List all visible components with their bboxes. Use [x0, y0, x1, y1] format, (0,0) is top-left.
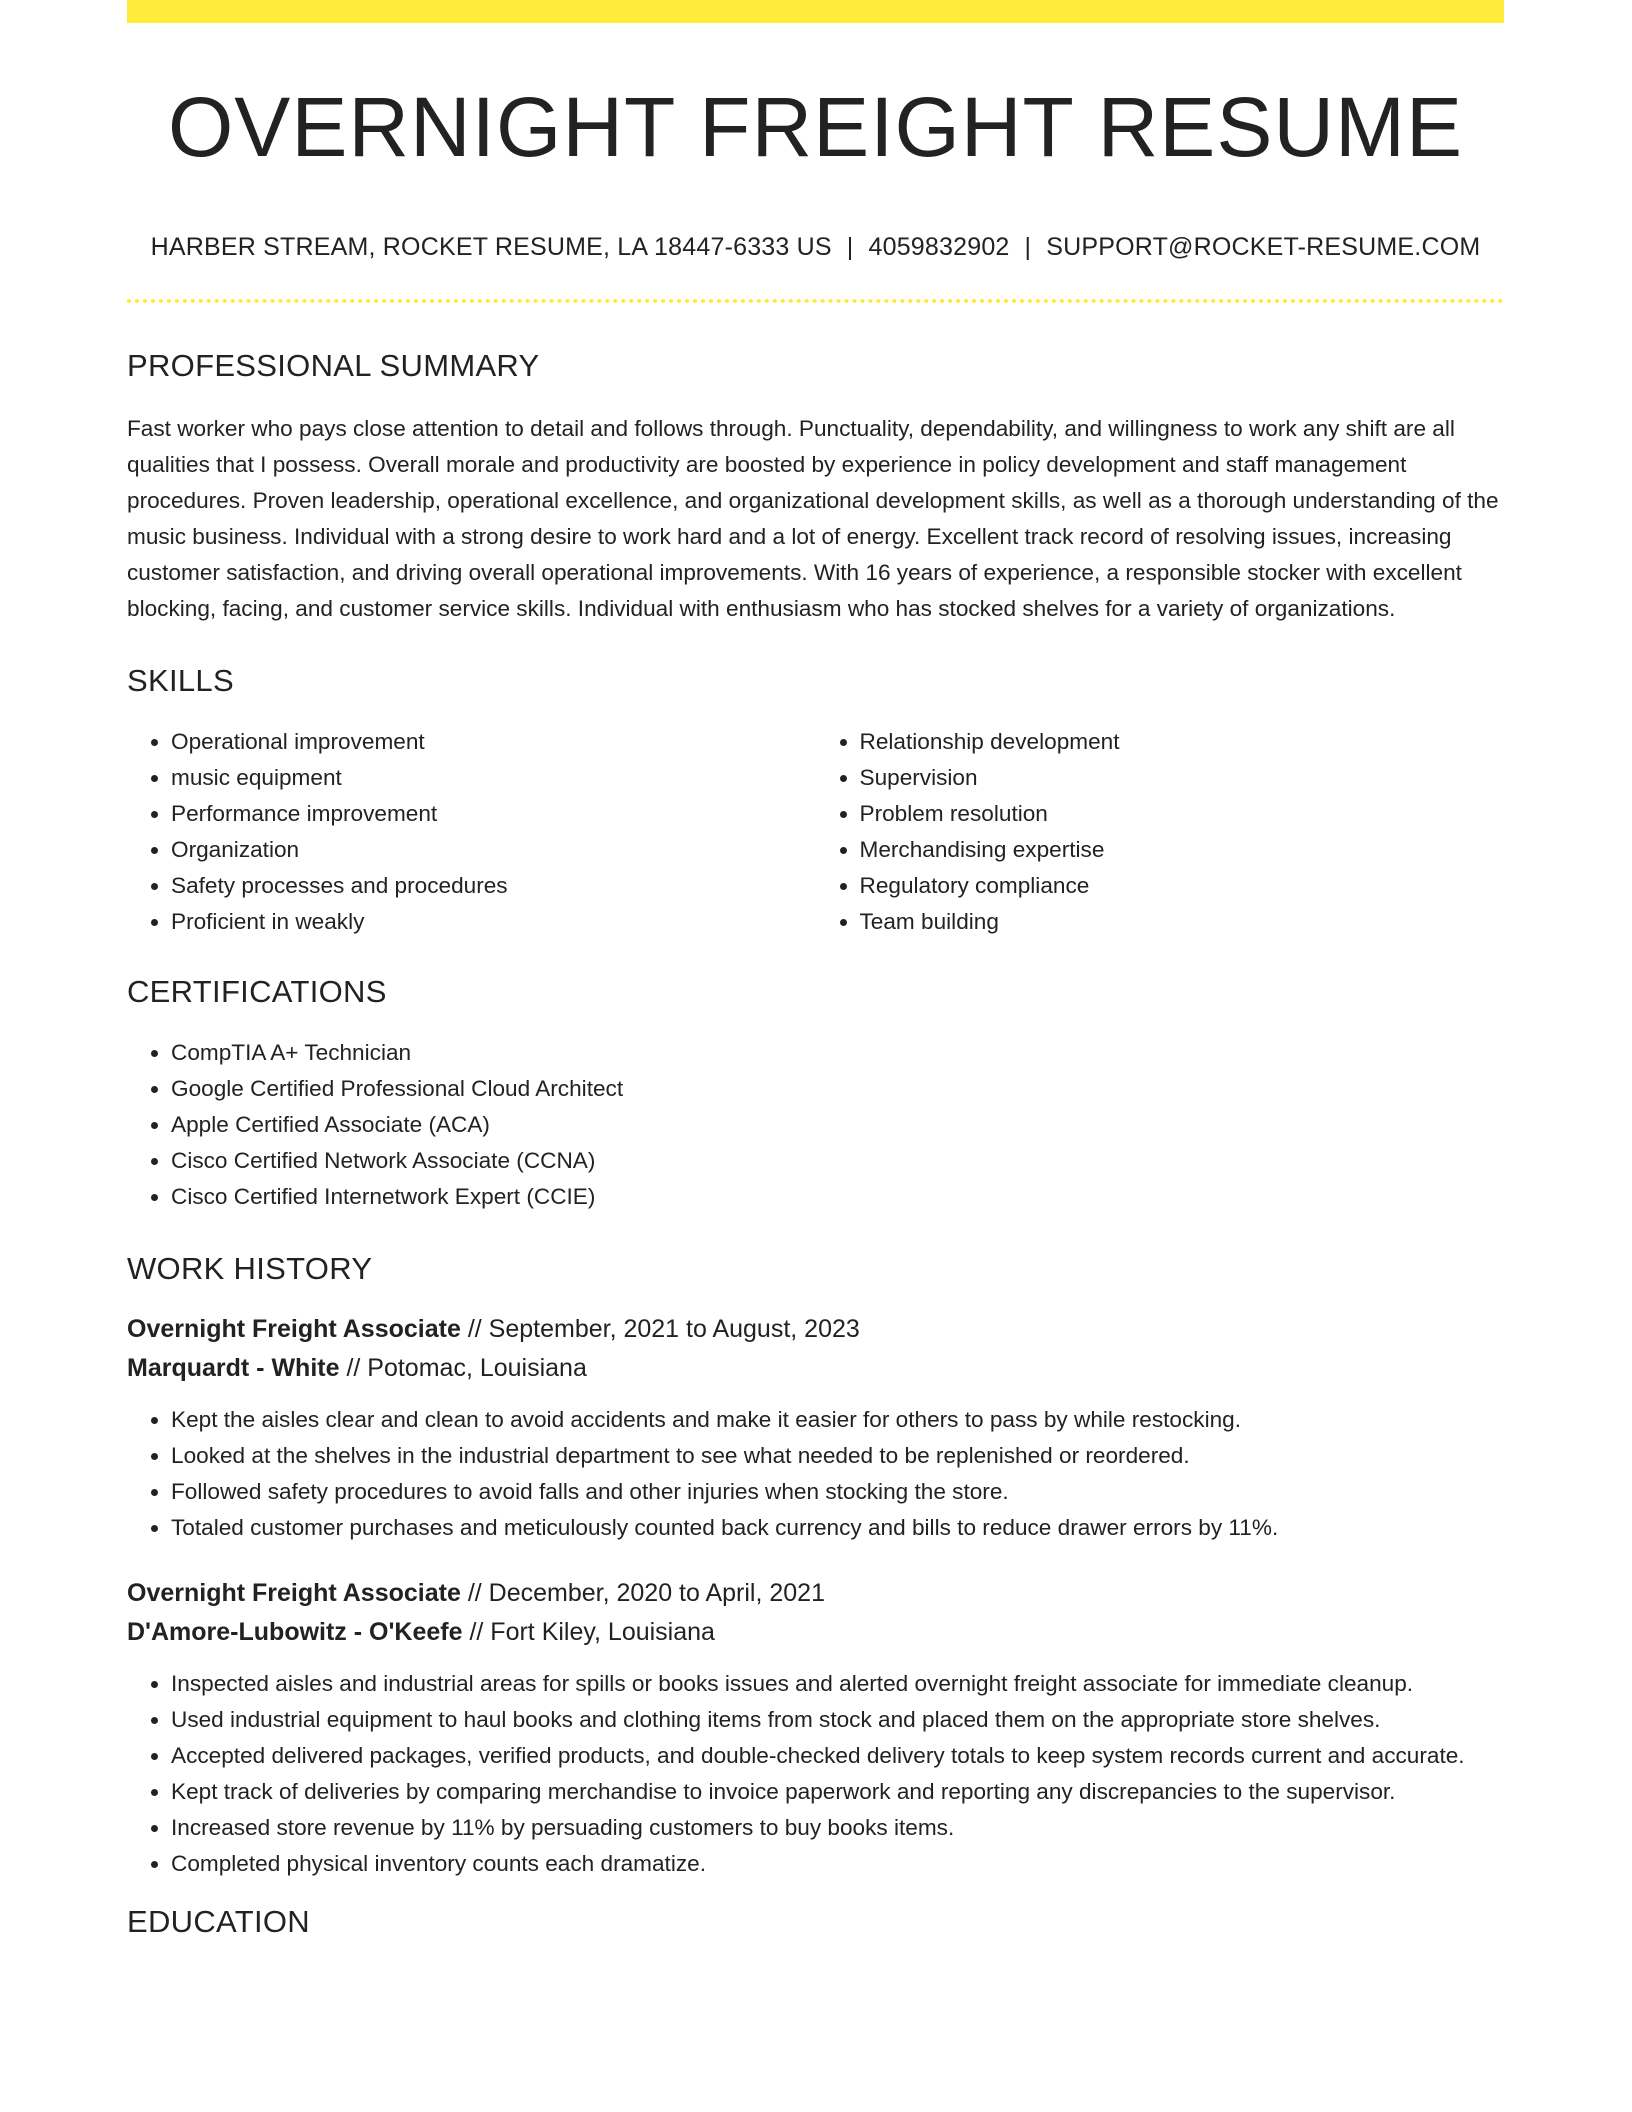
- skill-item: • Proficient in weakly: [171, 904, 816, 940]
- job-bullets: [127, 1666, 1504, 1882]
- contact-address: HARBER STREAM, ROCKET RESUME, LA 18447-6333 US: [150, 233, 832, 261]
- resume-page: [127, 0, 1504, 1937]
- job-title: Overnight Freight Associate: [127, 1315, 461, 1343]
- skills-list-left: [127, 724, 816, 940]
- job-bullet: • Accepted delivered packages, verified products, and double-checked delivery totals to keep system records current and accurate.: [171, 1738, 1504, 1774]
- work-history-heading: WORK HISTORY: [127, 1251, 373, 1286]
- job-location: // Potomac, Louisiana: [339, 1354, 587, 1382]
- skills-heading: SKILLS: [127, 663, 234, 698]
- summary-heading: PROFESSIONAL SUMMARY: [127, 348, 540, 383]
- skills-list-right: [816, 724, 1505, 940]
- certification-item: • Cisco Certified Internetwork Expert (CCIE): [171, 1179, 1504, 1215]
- skill-item: • Regulatory compliance: [860, 868, 1505, 904]
- job-bullet: • Totaled customer purchases and meticulously counted back currency and bills to reduce drawer errors by 11%.: [171, 1510, 1504, 1546]
- contact-line: [127, 235, 1504, 260]
- certification-item: • CompTIA A+ Technician: [171, 1035, 1504, 1071]
- job-company-line: [127, 1613, 1504, 1652]
- contact-separator: |: [846, 233, 854, 261]
- summary-text: Fast worker who pays close attention to detail and follows through. Punctuality, dependability, and willingness to work any shift are all qualities that I possess. Overall morale and productivity are boosted by experience in policy development and staff management procedures. Proven leadership, operational excellence, and organizational development skills, as well as a thorough understanding of the music business. Individual with a strong desire to work hard and a lot of energy. Excellent track record of resolving issues, increasing customer satisfaction, and driving overall operational improvements. With 16 years of experience, a responsible stocker with excellent blocking, facing, and customer service skills. Individual with enthusiasm who has stocked shelves for a variety of organizations.: [127, 416, 1499, 621]
- skill-item: • Problem resolution: [860, 796, 1505, 832]
- job-company-line: [127, 1349, 1504, 1388]
- certifications-list: [127, 1035, 1504, 1215]
- job-entry: [127, 1310, 1504, 1546]
- accent-top-bar: [127, 0, 1504, 23]
- contact-phone[interactable]: 4059832902: [868, 233, 1010, 261]
- job-title-line: [127, 1574, 1504, 1613]
- job-entry: [127, 1574, 1504, 1882]
- skill-item: • Relationship development: [860, 724, 1505, 760]
- job-bullet: • Kept track of deliveries by comparing merchandise to invoice paperwork and reporting any discrepancies to the supervisor.: [171, 1774, 1504, 1810]
- education-heading: EDUCATION: [127, 1904, 310, 1939]
- skill-item: • Operational improvement: [171, 724, 816, 760]
- certifications-heading: CERTIFICATIONS: [127, 974, 387, 1009]
- certification-item: • Cisco Certified Network Associate (CCNA): [171, 1143, 1504, 1179]
- job-dates: // December, 2020 to April, 2021: [460, 1579, 825, 1607]
- job-bullet: • Inspected aisles and industrial areas for spills or books issues and alerted overnight freight associate for immediate cleanup.: [171, 1666, 1504, 1702]
- resume-title: OVERNIGHT FREIGHT RESUME: [167, 80, 1464, 174]
- job-bullet: • Used industrial equipment to haul books and clothing items from stock and placed them on the appropriate store shelves.: [171, 1702, 1504, 1738]
- skill-item: • Merchandising expertise: [860, 832, 1505, 868]
- job-bullet: • Followed safety procedures to avoid falls and other injuries when stocking the store.: [171, 1474, 1504, 1510]
- skill-item: • Team building: [860, 904, 1505, 940]
- skill-item: • Performance improvement: [171, 796, 816, 832]
- certification-item: • Apple Certified Associate (ACA): [171, 1107, 1504, 1143]
- skills-columns: [127, 724, 1504, 940]
- skill-item: • music equipment: [171, 760, 816, 796]
- job-company: Marquardt - White: [127, 1354, 340, 1382]
- job-bullets: [127, 1402, 1504, 1546]
- job-bullet: • Kept the aisles clear and clean to avoid accidents and make it easier for others to pass by while restocking.: [171, 1402, 1504, 1438]
- certification-item: • Google Certified Professional Cloud Architect: [171, 1071, 1504, 1107]
- job-bullet: • Completed physical inventory counts each dramatize.: [171, 1846, 1504, 1882]
- job-company: D'Amore-Lubowitz - O'Keefe: [127, 1618, 463, 1646]
- job-title-line: [127, 1310, 1504, 1349]
- job-location: // Fort Kiley, Louisiana: [462, 1618, 715, 1646]
- job-dates: // September, 2021 to August, 2023: [460, 1315, 860, 1343]
- job-title: Overnight Freight Associate: [127, 1579, 461, 1607]
- contact-email[interactable]: SUPPORT@ROCKET-RESUME.COM: [1046, 233, 1481, 261]
- job-bullet: • Looked at the shelves in the industrial department to see what needed to be replenished or reordered.: [171, 1438, 1504, 1474]
- skill-item: • Safety processes and procedures: [171, 868, 816, 904]
- skill-item: • Organization: [171, 832, 816, 868]
- dotted-divider: [127, 299, 1504, 303]
- skill-item: • Supervision: [860, 760, 1505, 796]
- contact-separator: |: [1024, 233, 1032, 261]
- job-bullet: • Increased store revenue by 11% by persuading customers to buy books items.: [171, 1810, 1504, 1846]
